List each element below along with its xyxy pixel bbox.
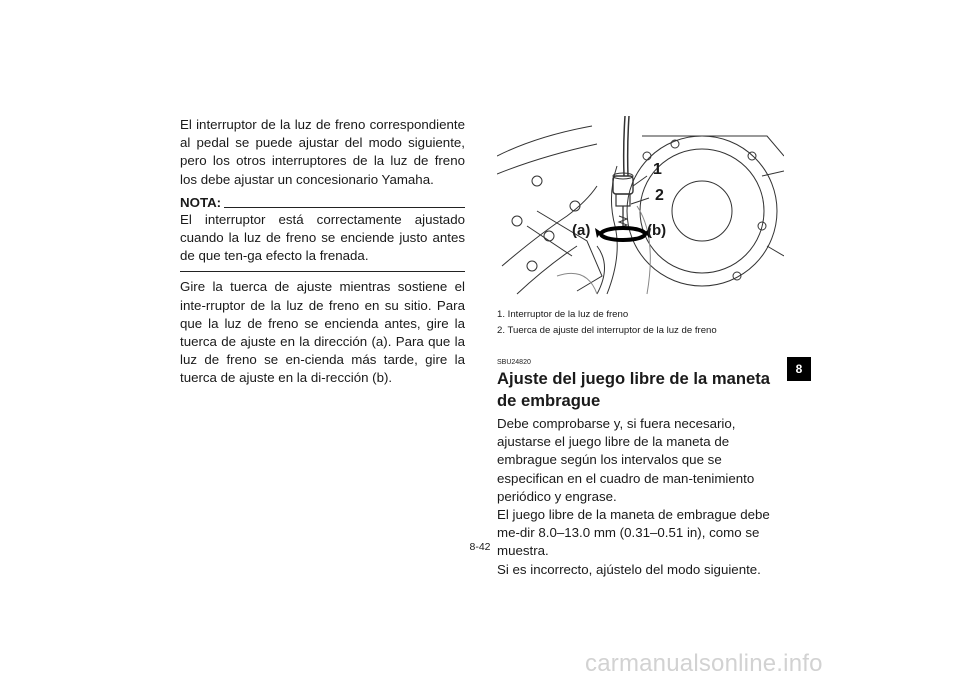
figure-captions [497, 307, 784, 338]
procedure-paragraph: Gire la tuerca de ajuste mientras sostiene el inte-rruptor de la luz de freno en su sitio. Para que la luz de freno se encienda antes, gire la tuerca de ajuste en la dirección (a). Para que la luz de freno se en-cienda más tarde, gire la tuerca de ajuste en la di-rección (b). [180, 279, 465, 386]
nota-header [180, 193, 465, 211]
section-paragraph-2: El juego libre de la maneta de embrague debe me-dir 8.0–13.0 mm (0.31–0.51 in), como se muestra. [497, 507, 770, 559]
section-paragraph-3: Si es incorrecto, ajústelo del modo siguiente. [497, 561, 761, 577]
nota-end-rule [180, 271, 465, 272]
watermark: carmanualsonline.info [585, 650, 823, 677]
left-column [180, 116, 465, 388]
intro-paragraph: El interruptor de la luz de freno correspondiente al pedal se puede ajustar del modo siguiente, pero los otros interruptores de la luz de freno los debe ajustar un concesionario Yamaha. [180, 117, 465, 187]
nota-rule [224, 207, 465, 208]
section-paragraph-1: Debe comprobarse y, si fuera necesario, ajustarse el juego libre de la maneta de embrague según los intervalos que se especifican en el cuadro de man-tenimiento periódico y engrase. [497, 416, 755, 504]
nota-label: NOTA: [180, 194, 222, 210]
illustration-svg [497, 116, 784, 296]
caption-2: 2. Tuerca de ajuste del interruptor de la luz de freno [497, 324, 717, 336]
page-number: 8-42 [469, 541, 491, 553]
nota-text: El interruptor está correctamente ajustado cuando la luz de freno se enciende justo antes de que ten-ga efecto la frenada. [180, 211, 465, 264]
right-column [497, 116, 784, 579]
callout-2: 2 [655, 187, 664, 204]
caption-1: 1. Interruptor de la luz de freno [497, 309, 629, 320]
brake-switch-illustration [497, 116, 784, 296]
direction-a-label: (a) [572, 222, 591, 239]
chapter-tab: 8 [787, 357, 811, 381]
callout-1: 1 [653, 161, 662, 178]
section-code: SBU24820 [497, 359, 531, 366]
direction-b-label: (b) [647, 222, 667, 239]
section-heading: Ajuste del juego libre de la maneta de embrague [497, 369, 770, 410]
